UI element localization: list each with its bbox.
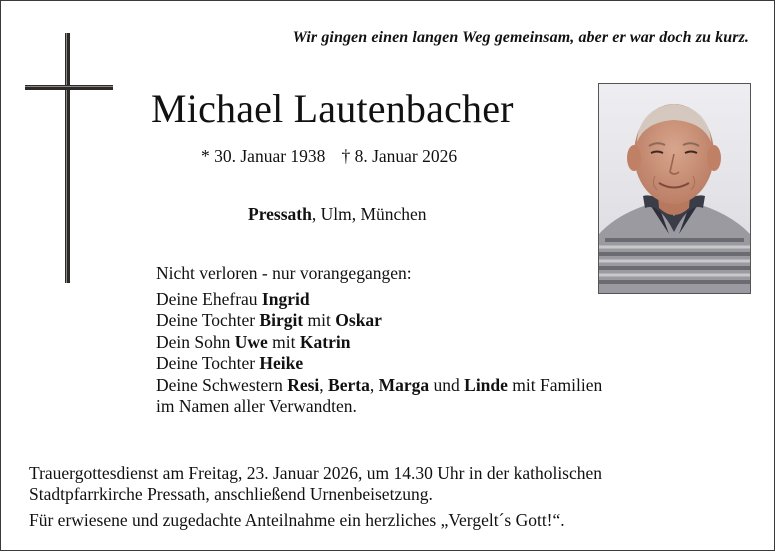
life-dates [201,146,457,167]
son-partner: Katrin [299,331,351,352]
places [248,204,427,225]
son-name: Uwe [234,331,268,352]
place-primary: Pressath [248,204,312,224]
service-line-1: Trauergottesdienst am Freitag, 23. Januar 2026, um 14.30 Uhr in der katholischen [29,463,603,483]
family-line-son [156,332,602,354]
family-line-sisters [156,375,602,397]
wife-prefix: Deine Ehefrau [156,288,262,309]
sister2-name: Berta [328,374,370,395]
sisters-prefix: Deine Schwestern [156,374,288,395]
sister1-name: Resi [287,374,320,395]
places-rest: , Ulm, München [311,204,427,224]
comma1: , [319,374,329,395]
daughter1-partner: Oskar [335,310,382,330]
wife-name: Ingrid [261,288,310,309]
death-symbol: † [341,146,351,166]
family-closing: im Namen aller Verwandten. [156,396,357,416]
cross-horizontal-bar [25,85,113,90]
family-line-wife [156,289,602,311]
cross-icon [25,33,113,283]
portrait-photo [598,83,751,294]
daughter1-prefix: Deine Tochter [156,310,260,330]
death-date: 8. Januar 2026 [354,146,458,166]
family-line-daughter2 [156,353,602,375]
family-line-daughter1 [156,310,602,332]
with1: mit [303,310,336,330]
daughter1-name: Birgit [259,310,304,330]
birth-date: 30. Januar 1938 [214,146,326,166]
with2: mit [267,331,300,352]
deceased-name: Michael Lautenbacher [151,86,514,131]
family-list [156,263,602,418]
family-intro: Nicht verloren - nur vorangegangen: [156,263,412,283]
birth-symbol: * [201,146,210,166]
daughter2-name: Heike [259,353,304,373]
portrait-illustration [599,84,750,293]
son-prefix: Dein Sohn [156,331,235,352]
and-word: und [429,374,465,395]
sister4-name: Linde [464,374,508,395]
cross-vertical-bar [65,33,70,283]
sister3-name: Marga [378,374,430,395]
sisters-suffix: mit Familien [507,374,603,395]
motto: Wir gingen einen langen Weg gemeinsam, aber er war doch zu kurz. [292,29,749,46]
service-line-2: Stadtpfarrkirche Pressath, anschließend Urnenbeisetzung. [29,484,433,504]
daughter2-prefix: Deine Tochter [156,353,260,373]
thanks-line: Für erwiesene und zugedachte Anteilnahme ein herzliches „Vergelt´s Gott!“. [29,510,565,530]
footer [29,463,602,531]
comma2: , [369,374,379,395]
